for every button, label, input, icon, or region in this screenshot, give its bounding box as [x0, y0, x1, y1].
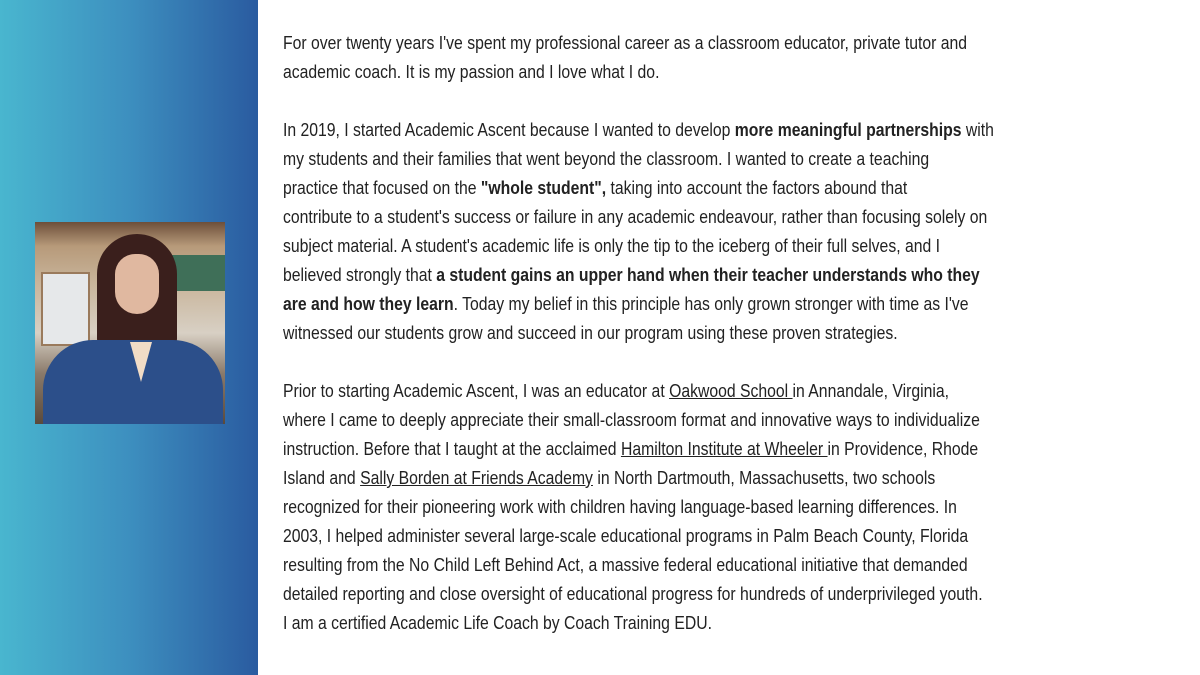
text-line [283, 377, 994, 406]
school-link[interactable]: Hamilton Institute at Wheeler [620, 439, 828, 459]
bio-paragraph [283, 29, 994, 87]
bold-text: more meaningful partnerships [734, 120, 962, 140]
text-line [283, 145, 994, 174]
text-segment: in Annandale, Virginia, [792, 381, 949, 401]
text-segment: I am a certified Academic Life Coach by Coach Training EDU. [283, 613, 712, 633]
text-line [283, 29, 994, 58]
text-line [283, 609, 994, 638]
gradient-sidebar [0, 0, 258, 675]
text-line [283, 319, 994, 348]
text-segment: Island and [283, 468, 361, 488]
text-line [283, 406, 994, 435]
text-line [283, 203, 994, 232]
text-segment: academic coach. It is my passion and I love what I do. [283, 62, 660, 82]
text-line [283, 261, 994, 290]
text-segment: In 2019, I started Academic Ascent because I wanted to develop [283, 120, 735, 140]
text-line [283, 232, 994, 261]
school-link[interactable]: Oakwood School [669, 381, 793, 401]
text-line [283, 522, 994, 551]
text-line [283, 580, 994, 609]
text-segment: . Today my belief in this principle has only grown stronger with time as I've [453, 294, 969, 314]
paragraph-gap [283, 87, 994, 116]
text-segment: Prior to starting Academic Ascent, I was an educator at [283, 381, 670, 401]
text-line [283, 464, 994, 493]
text-segment: practice that focused on the [283, 178, 481, 198]
text-segment: 2003, I helped administer several large-scale educational programs in Palm Beach County, Florida [283, 526, 969, 546]
educator-portrait-photo [35, 222, 225, 424]
bio-paragraph [283, 116, 994, 348]
portrait-face [115, 254, 159, 314]
text-segment: subject material. A student's academic life is only the tip to the iceberg of their full selves, and I [283, 236, 940, 256]
bold-text: a student gains an upper hand when their teacher understands who they [436, 265, 980, 285]
text-segment: taking into account the factors abound that [606, 178, 908, 198]
text-segment: witnessed our students grow and succeed in our program using these proven strategies. [283, 323, 898, 343]
text-segment: with [961, 120, 994, 140]
text-line [283, 116, 994, 145]
text-line [283, 551, 994, 580]
bio-text [283, 29, 994, 638]
text-segment: For over twenty years I've spent my professional career as a classroom educator, private tutor and [283, 33, 968, 53]
text-line [283, 58, 994, 87]
text-segment: detailed reporting and close oversight of educational progress for hundreds of underprivileged youth. [283, 584, 983, 604]
bio-paragraph [283, 377, 994, 638]
text-segment: believed strongly that [283, 265, 437, 285]
text-segment: instruction. Before that I taught at the acclaimed [283, 439, 621, 459]
classroom-window [41, 272, 90, 346]
text-segment: contribute to a student's success or failure in any academic endeavour, rather than focusing solely on [283, 207, 988, 227]
text-line [283, 435, 994, 464]
text-line [283, 174, 994, 203]
text-line [283, 290, 994, 319]
text-segment: my students and their families that went beyond the classroom. I wanted to create a teaching [283, 149, 930, 169]
school-link[interactable]: Sally Borden at Friends Academy [360, 468, 593, 488]
bold-text: "whole student", [480, 178, 607, 198]
text-segment: where I came to deeply appreciate their small-classroom format and innovative ways to individualize [283, 410, 980, 430]
text-segment: in North Dartmouth, Massachusetts, two schools [592, 468, 936, 488]
bold-text: are and how they learn [283, 294, 454, 314]
text-line [283, 493, 994, 522]
paragraph-gap [283, 348, 994, 377]
text-segment: in Providence, Rhode [827, 439, 979, 459]
text-segment: recognized for their pioneering work with children having language-based learning differences. In [283, 497, 957, 517]
text-segment: resulting from the No Child Left Behind Act, a massive federal educational initiative that demanded [283, 555, 968, 575]
